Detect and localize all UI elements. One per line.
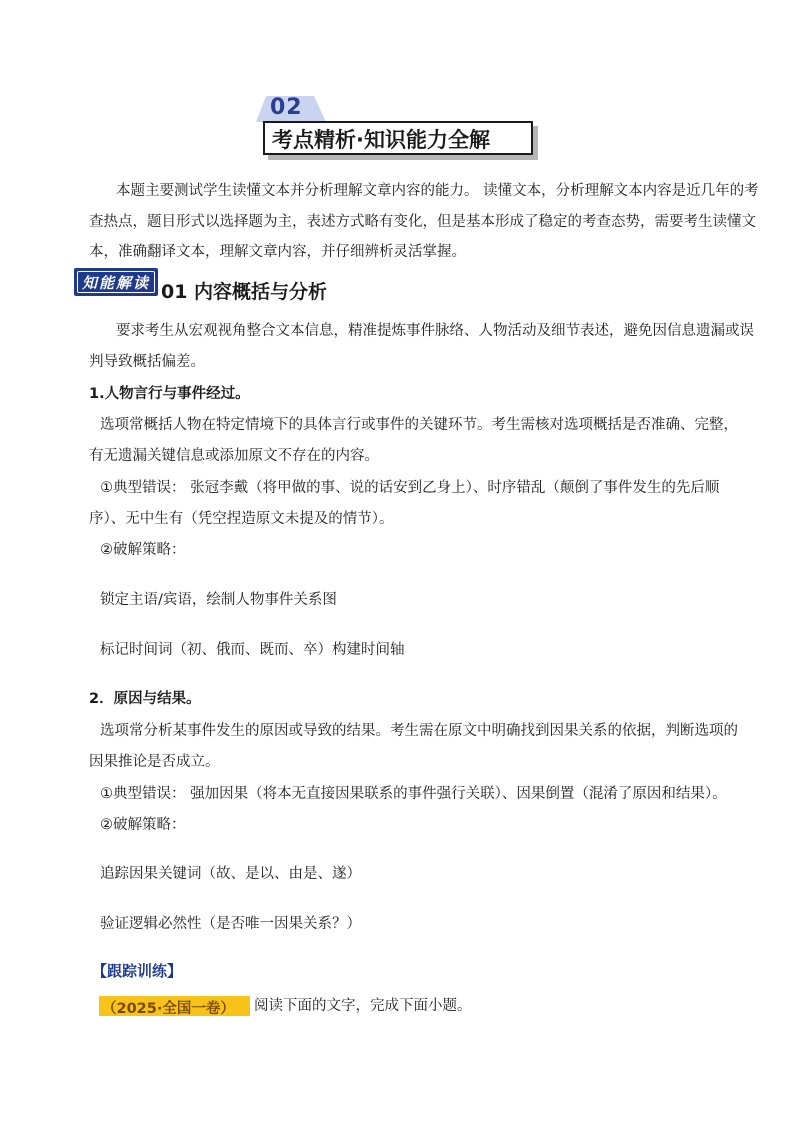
section-badge-label: 知能解读	[81, 274, 150, 292]
point1-heading: 1.人物言行与事件经过。	[89, 386, 250, 402]
header-number: 02	[270, 95, 303, 120]
point1-desc-line-1: 选项常概括人物在特定情境下的具体言行或事件的关键环节。考生需核对选项概括是否准确、完整，	[100, 417, 738, 433]
intro-line-2: 查热点，题目形式以选择题为主，表述方式略有变化，但是基本形成了稳定的考查态势，需要考生读懂文	[89, 214, 756, 230]
training-source: （2025·全国一卷）	[102, 1001, 235, 1017]
section-desc-line-2: 判导致概括偏差。	[89, 354, 205, 370]
point1-error-line-2: 序）、无中生有（凭空捏造原文未提及的情节）。	[89, 511, 394, 527]
point2-strategy-1: 追踪因果关键词（故、是以、由是、遂）	[100, 866, 361, 882]
point1-strategy-2: 标记时间词（初、俄而、既而、卒）构建时间轴	[100, 642, 405, 658]
point1-error-line-1: ①典型错误： 张冠李戴（将甲做的事、说的话安到乙身上）、时序错乱（颠倒了事件发生的先后顺	[100, 480, 720, 496]
point2-error-line-1: ①典型错误： 强加因果（将本无直接因果联系的事件强行关联）、因果倒置（混淆了原因和结果）。	[100, 786, 727, 802]
point1-strategy-1: 锁定主语/宾语，绘制人物事件关系图	[100, 592, 337, 608]
point1-strategy-label: ②破解策略：	[100, 542, 186, 558]
intro-line-3: 本，准确翻译文本，理解文章内容，并仔细辨析灵活掌握。	[89, 244, 466, 260]
point1-desc-line-2: 有无遗漏关键信息或添加原文不存在的内容。	[89, 448, 379, 464]
point2-heading: 2．原因与结果。	[89, 691, 201, 707]
training-title: 【跟踪训练】	[92, 962, 183, 980]
section-badge	[74, 268, 158, 296]
point2-strategy-label: ②破解策略：	[100, 817, 186, 833]
section-desc-line-1: 要求考生从宏观视角整合文本信息，精准提炼事件脉络、人物活动及细节表述，避免因信息遗漏或误	[116, 323, 754, 339]
header-title: 考点精析·知识能力全解	[272, 128, 490, 152]
intro-line-1: 本题主要测试学生读懂文本并分析理解文章内容的能力。 读懂文本，分析理解文本内容是近几年的考	[116, 183, 759, 199]
training-instruction: 阅读下面的文字，完成下面小题。	[254, 998, 472, 1014]
section-title: 01 内容概括与分析	[161, 281, 328, 303]
point2-desc-line-1: 选项常分析某事件发生的原因或导致的结果。考生需在原文中明确找到因果关系的依据，判断选项的	[100, 723, 738, 739]
point2-strategy-2: 验证逻辑必然性（是否唯一因果关系？）	[100, 916, 361, 932]
point2-desc-line-2: 因果推论是否成立。	[89, 754, 220, 770]
